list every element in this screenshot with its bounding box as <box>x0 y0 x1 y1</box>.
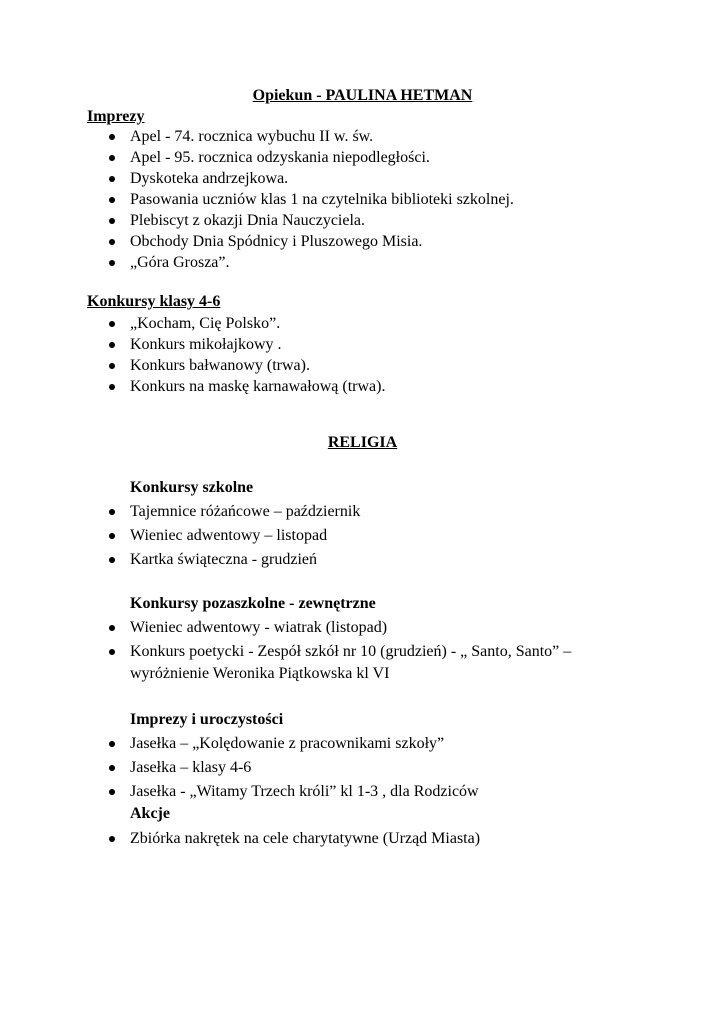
bullet-icon <box>109 321 115 327</box>
list-item: Jasełka - „Witamy Trzech króli” kl 1-3 , dla Rodziców <box>130 783 479 800</box>
bullet-icon <box>109 533 115 539</box>
bullet-icon <box>109 260 115 266</box>
bullet-icon <box>109 649 115 655</box>
bullet-icon <box>109 363 115 369</box>
imprezy-uroczystosci-heading: Imprezy i uroczystości <box>130 711 284 728</box>
konkursy-heading: Konkursy klasy 4-6 <box>87 293 221 310</box>
bullet-icon <box>109 197 115 203</box>
list-item: Konkurs poetycki - Zespół szkół nr 10 (grudzień) - „ Santo, Santo” – <box>130 643 572 660</box>
list-item: Dyskoteka andrzejkowa. <box>130 170 289 187</box>
bullet-icon <box>109 134 115 140</box>
bullet-icon <box>109 218 115 224</box>
page-title: Opiekun - PAULINA HETMAN <box>252 87 473 104</box>
bullet-icon <box>109 789 115 795</box>
bullet-icon <box>109 176 115 182</box>
bullet-icon <box>109 342 115 348</box>
list-item: „Kocham, Cię Polsko”. <box>130 315 281 332</box>
list-item: Obchody Dnia Spódnicy i Pluszowego Misia. <box>130 233 423 250</box>
bullet-icon <box>109 155 115 161</box>
list-item: Jasełka – „Kolędowanie z pracownikami szkoły” <box>130 735 445 752</box>
bullet-icon <box>109 625 115 631</box>
bullet-icon <box>109 765 115 771</box>
bullet-icon <box>109 836 115 842</box>
list-item: Jasełka – klasy 4-6 <box>130 759 252 776</box>
konkursy-szkolne-heading: Konkursy szkolne <box>130 479 254 496</box>
list-item: Plebiscyt z okazji Dnia Nauczyciela. <box>130 212 366 229</box>
list-item: Zbiórka nakrętek na cele charytatywne (Urząd Miasta) <box>130 830 481 847</box>
bullet-icon <box>109 239 115 245</box>
list-item: Wieniec adwentowy – listopad <box>130 527 328 544</box>
bullet-icon <box>109 557 115 563</box>
list-item: Wieniec adwentowy - wiatrak (listopad) <box>130 619 388 636</box>
list-item-continuation: wyróżnienie Weronika Piątkowska kl VI <box>130 665 390 682</box>
list-item: Konkurs na maskę karnawałową (trwa). <box>130 378 386 395</box>
list-item: Pasowania uczniów klas 1 na czytelnika biblioteki szkolnej. <box>130 191 514 208</box>
list-item: Tajemnice różańcowe – październik <box>130 503 361 520</box>
bullet-icon <box>109 509 115 515</box>
list-item: Kartka świąteczna - grudzień <box>130 551 318 568</box>
religia-title: RELIGIA <box>327 434 398 451</box>
bullet-icon <box>109 741 115 747</box>
bullet-icon <box>109 384 115 390</box>
konkursy-pozaszkolne-heading: Konkursy pozaszkolne - zewnętrzne <box>130 595 376 612</box>
akcje-heading: Akcje <box>130 805 170 822</box>
list-item: Apel - 95. rocznica odzyskania niepodległości. <box>130 149 430 166</box>
imprezy-heading: Imprezy <box>87 108 145 125</box>
list-item: „Góra Grosza”. <box>130 254 230 271</box>
list-item: Konkurs bałwanowy (trwa). <box>130 357 310 374</box>
list-item: Apel - 74. rocznica wybuchu II w. św. <box>130 128 374 145</box>
list-item: Konkurs mikołajkowy . <box>130 336 282 353</box>
